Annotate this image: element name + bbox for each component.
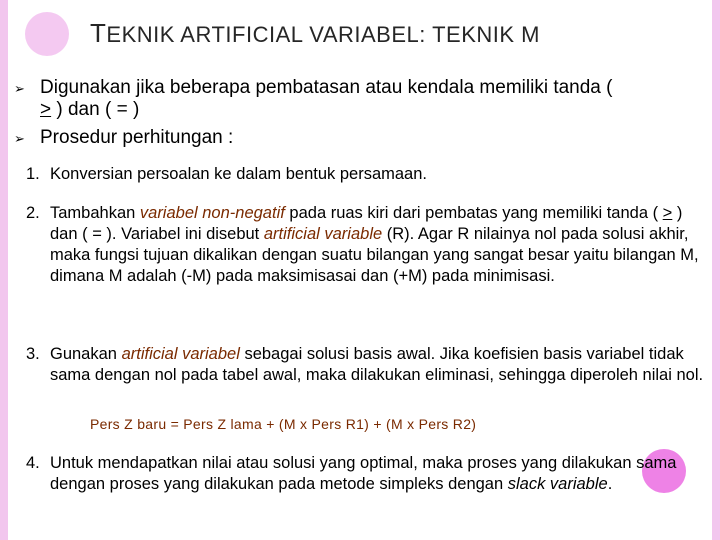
title-rest: EKNIK ARTIFICIAL VARIABEL: TEKNIK M (106, 22, 540, 47)
arrow-bullet-icon: ➢ (14, 131, 25, 146)
step-text-part: Untuk mendapatkan nilai atau solusi yang optimal, maka proses yang dilakukan sama dengan proses yang dilakukan pada metode simpleks dengan (50, 454, 677, 493)
step-text-part: Gunakan (50, 345, 122, 363)
bullet-usage-line1: Digunakan jika beberapa pembatasan atau kendala memiliki tanda ( (40, 77, 613, 98)
highlight-term: slack variable (507, 475, 608, 493)
arrow-bullet-icon: ➢ (14, 81, 25, 96)
step-text-part: sebagai solusi basis awal. Jika koefisien basis variabel tidak sama dengan nol pada tabel awal, maka dilakukan eliminasi, sehingga diperoleh nilai nol. (50, 345, 704, 384)
bullet-usage-line2: ) dan ( = ) (51, 99, 140, 120)
step-text-part: Tambahkan (50, 204, 140, 222)
highlight-term: variabel non-negatif (139, 204, 285, 222)
right-decorative-border (712, 0, 720, 540)
step-text: Konversian persoalan ke dalam bentuk persamaan. (50, 165, 427, 183)
highlight-term: artificial variable (263, 225, 383, 243)
highlight-term: artificial variabel (121, 345, 240, 363)
step-text-part: pada ruas kiri dari pembatas yang memiliki tanda ( (284, 204, 663, 222)
title-first-letter: T (90, 18, 107, 48)
step-number: 1. (26, 165, 40, 183)
step-number: 4. (26, 454, 40, 472)
step-text-part: . (607, 475, 613, 493)
decorative-circle-top (25, 12, 69, 56)
step-number: 3. (26, 345, 40, 363)
step-number: 2. (26, 204, 40, 222)
step-text-part: (R). Agar R nilainya nol pada solusi akhir, maka fungsi tujuan dikalikan dengan suatu bilangan yang sangat besar yaitu bilangan M, dimana M adalah (-M) pada maksimisasai dan (+M) pada minimisasi. (50, 225, 699, 285)
bullet-usage-symbol: > (40, 99, 52, 120)
formula-line: Pers Z baru = Pers Z lama + (M x Pers R1) + (M x Pers R2) (90, 416, 477, 432)
left-decorative-border (0, 0, 8, 540)
slide-title (90, 18, 690, 49)
step-text-part: ) dan ( = ). Variabel ini disebut (50, 204, 683, 243)
bullet-procedure-text: Prosedur perhitungan : (40, 127, 234, 148)
greater-equal-symbol: > (662, 204, 673, 222)
